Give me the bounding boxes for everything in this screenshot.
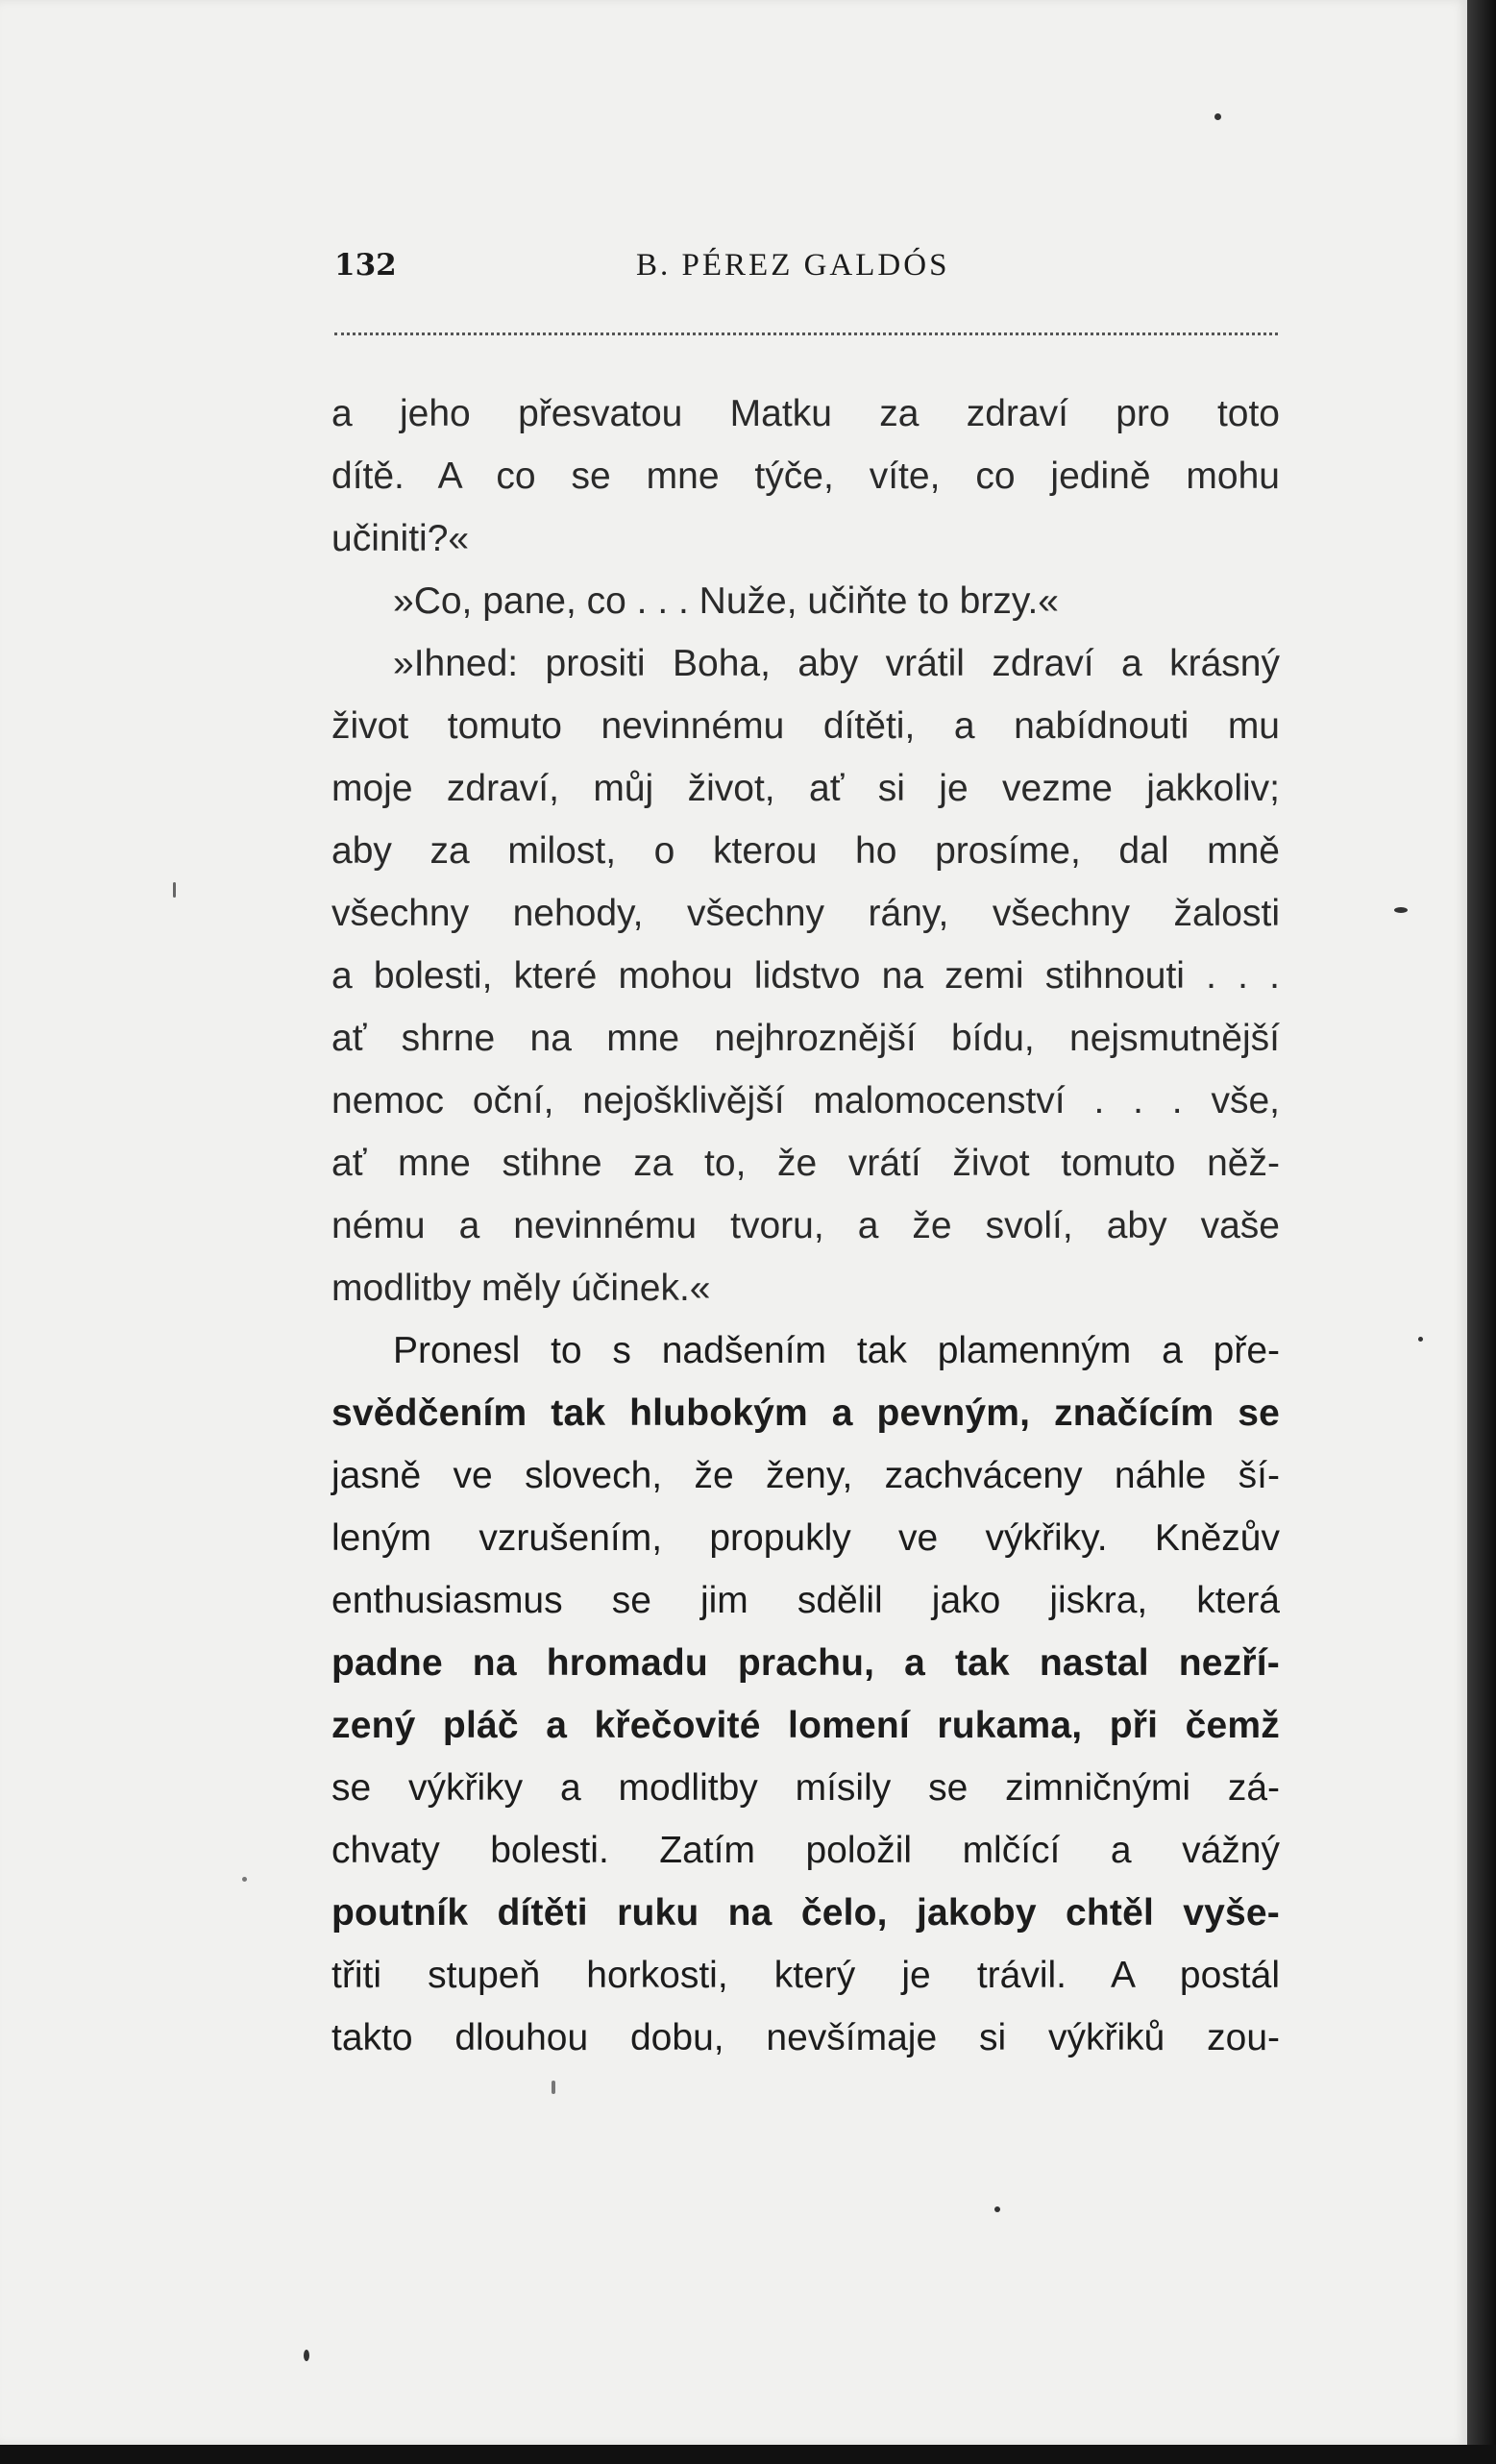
text-line: leným vzrušením, propukly ve výkřiky. Knězův bbox=[331, 1517, 1280, 1559]
paper-speck bbox=[1418, 1337, 1423, 1342]
text-line: se výkřiky a modlitby mísily se zimničnými zá- bbox=[331, 1767, 1280, 1809]
text-line: a jeho přesvatou Matku za zdraví pro toto bbox=[331, 393, 1280, 434]
paper-speck bbox=[1214, 113, 1221, 120]
text-line: jasně ve slovech, že ženy, zachváceny náhle ší- bbox=[331, 1455, 1280, 1496]
header-dotted-rule bbox=[334, 333, 1278, 335]
text-line: třiti stupeň horkosti, který je trávil. A postál bbox=[331, 1955, 1280, 1996]
text-line: dítě. A co se mne týče, víte, co jedině mohu bbox=[331, 456, 1280, 497]
paper-speck bbox=[242, 1877, 247, 1882]
text-line: padne na hromadu prachu, a tak nastal nezří- bbox=[331, 1642, 1280, 1684]
text-line: nemoc oční, nejošklivější malomocenství . . . vše, bbox=[331, 1080, 1280, 1121]
paper-speck bbox=[304, 2350, 309, 2361]
text-line: učiniti?« bbox=[331, 518, 470, 559]
text-line: a bolesti, které mohou lidstvo na zemi stihnouti . . . bbox=[331, 955, 1280, 997]
text-line: »Co, pane, co . . . Nuže, učiňte to brzy.« bbox=[393, 580, 1059, 622]
text-line: ať mne stihne za to, že vrátí život tomuto něž- bbox=[331, 1143, 1280, 1184]
text-line: aby za milost, o kterou ho prosíme, dal mně bbox=[331, 830, 1280, 872]
text-line: všechny nehody, všechny rány, všechny žalosti bbox=[331, 893, 1280, 934]
running-title: B. PÉREZ GALDÓS bbox=[636, 248, 950, 283]
text-line: poutník dítěti ruku na čelo, jakoby chtěl vyše- bbox=[331, 1892, 1280, 1934]
body-text bbox=[331, 382, 1280, 2069]
paper-speck bbox=[173, 882, 176, 898]
page-edge-shadow bbox=[1467, 0, 1496, 2464]
text-line: enthusiasmus se jim sdělil jako jiskra, která bbox=[331, 1580, 1280, 1621]
text-line: takto dlouhou dobu, nevšímaje si výkřiků zou- bbox=[331, 2017, 1280, 2058]
text-line: zený pláč a křečovité lomení rukama, při čemž bbox=[331, 1705, 1280, 1746]
text-line: »Ihned: prositi Boha, aby vrátil zdraví a krásný bbox=[393, 643, 1280, 684]
paper-speck bbox=[1394, 907, 1408, 913]
text-line: svědčením tak hlubokým a pevným, značícím se bbox=[331, 1392, 1280, 1434]
page-number: 132 bbox=[334, 248, 397, 283]
text-line: nému a nevinnému tvoru, a že svolí, aby vaše bbox=[331, 1205, 1280, 1246]
paper-speck bbox=[994, 2206, 1000, 2212]
page-bottom-edge bbox=[0, 2445, 1496, 2464]
text-line: Pronesl to s nadšením tak plamenným a pře- bbox=[393, 1330, 1280, 1371]
text-line: modlitby měly účinek.« bbox=[331, 1268, 711, 1309]
text-line: ať shrne na mne nejhroznější bídu, nejsmutnější bbox=[331, 1018, 1280, 1059]
text-line: moje zdraví, můj život, ať si je vezme jakkoliv; bbox=[331, 768, 1280, 809]
text-line: život tomuto nevinnému dítěti, a nabídnouti mu bbox=[331, 705, 1280, 747]
paper-speck bbox=[552, 2081, 555, 2094]
text-line: chvaty bolesti. Zatím položil mlčící a vážný bbox=[331, 1830, 1280, 1871]
